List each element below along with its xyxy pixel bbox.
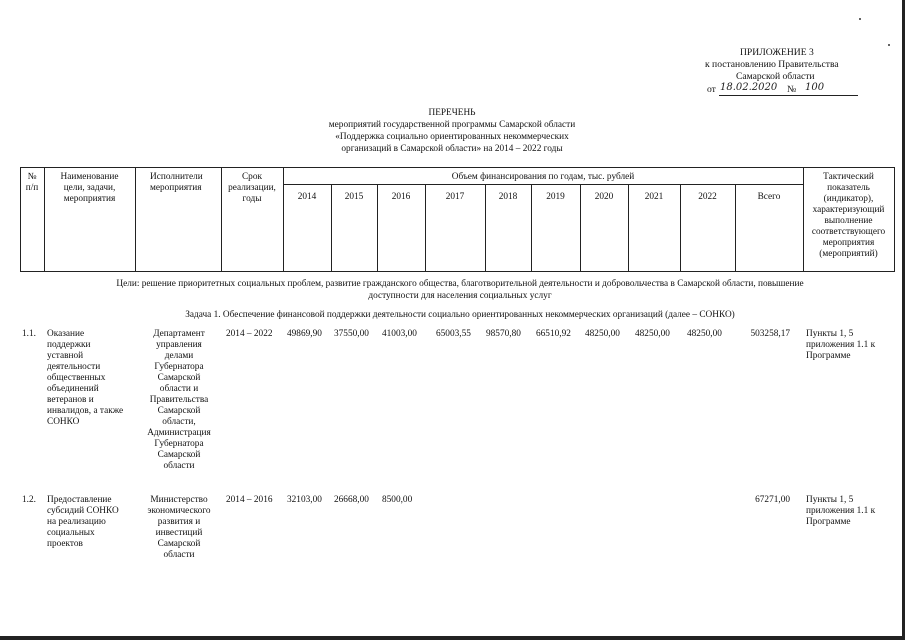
grid-line xyxy=(894,167,895,271)
header-year: 2021 xyxy=(644,192,664,202)
header-text: реализации, xyxy=(228,183,276,193)
row-exec-line: Самарской xyxy=(157,373,201,383)
row-name-line: проектов xyxy=(47,539,83,549)
row-exec-line: Министерство xyxy=(150,495,208,505)
row-exec-line: управления xyxy=(156,340,202,350)
row-value-2018: 98570,80 xyxy=(486,329,521,339)
row-exec-line: инвестиций xyxy=(155,528,203,538)
row-name-line: уставной xyxy=(47,351,84,361)
row-exec-line: области xyxy=(163,461,195,471)
header-text: мероприятия xyxy=(822,238,875,248)
header-text: (мероприятий) xyxy=(819,249,878,259)
appendix-line-2: Самарской области xyxy=(736,71,815,82)
row-num: 1.1. xyxy=(22,329,36,339)
header-year: 2018 xyxy=(498,192,518,202)
header-text: (индикатор), xyxy=(823,194,874,204)
header-funding: Объем финансирования по годам, тыс. рублей xyxy=(451,172,635,182)
title-line-2: мероприятий государственной программы Самарской области xyxy=(328,120,576,130)
scan-speck xyxy=(888,44,890,46)
row-value-2020: 48250,00 xyxy=(585,329,620,339)
header-text: выполнение xyxy=(824,216,873,226)
row-value-total: 67271,00 xyxy=(755,495,790,505)
row-name-line: деятельности xyxy=(47,362,101,372)
row-exec-line: области и xyxy=(159,384,199,394)
header-text: характеризующий xyxy=(812,205,885,215)
grid-line xyxy=(20,271,895,272)
row-indicator-line: Пункты 1, 5 xyxy=(806,329,854,339)
header-year: 2022 xyxy=(698,192,717,202)
row-name-line: ветеранов и xyxy=(47,395,94,405)
row-name-line: субсидий СОНКО xyxy=(47,506,119,516)
row-name-line: общественных xyxy=(47,373,106,383)
row-num: 1.2. xyxy=(22,495,36,505)
appendix-title: ПРИЛОЖЕНИЕ 3 xyxy=(740,47,814,58)
row-exec-line: Самарской xyxy=(157,406,201,416)
grid-line xyxy=(20,167,895,168)
title-line-4: организаций в Самарской области» на 2014 – 2022 годы xyxy=(341,144,563,154)
row-value-2022: 48250,00 xyxy=(687,329,722,339)
appendix-from-label: от xyxy=(707,84,716,95)
appendix-number: 100 xyxy=(805,82,825,93)
row-exec-line: Администрация xyxy=(147,428,211,438)
row-term: 2014 – 2016 xyxy=(226,495,273,505)
header-text: п/п xyxy=(25,183,39,193)
appendix-line-1: к постановлению Правительства xyxy=(705,59,839,70)
grid-line xyxy=(135,167,136,271)
header-year: Всего xyxy=(757,192,781,202)
row-exec-line: Самарской xyxy=(157,450,201,460)
header-text: соответствующего xyxy=(811,227,886,237)
header-year: 2016 xyxy=(391,192,411,202)
header-text: годы xyxy=(242,194,262,204)
header-text: № xyxy=(27,172,37,182)
appendix-number-label: № xyxy=(787,84,797,95)
row-exec-line: делами xyxy=(164,351,194,361)
row-name-line: инвалидов, а также xyxy=(47,406,124,416)
row-value-2016: 8500,00 xyxy=(382,495,413,505)
scan-speck xyxy=(859,18,861,20)
row-indicator-line: приложения 1.1 к xyxy=(806,340,876,350)
row-indicator-line: Пункты 1, 5 xyxy=(806,495,854,505)
row-indicator-line: Программе xyxy=(806,351,851,361)
row-value-2017: 65003,55 xyxy=(436,329,471,339)
grid-line xyxy=(283,184,803,185)
row-indicator-line: приложения 1.1 к xyxy=(806,506,876,516)
row-name-line: Оказание xyxy=(47,329,85,339)
appendix-date: 18.02.2020 xyxy=(720,82,778,93)
header-text: мероприятия xyxy=(63,194,116,204)
header-text: Тактический xyxy=(823,172,874,182)
row-name-line: Предоставление xyxy=(47,495,112,505)
row-name-line: социальных xyxy=(47,528,95,538)
row-name-line: СОНКО xyxy=(47,417,80,427)
scan-edge-bottom xyxy=(0,636,905,640)
row-term: 2014 – 2022 xyxy=(226,329,273,339)
row-exec-line: Губернатора xyxy=(154,362,204,372)
row-exec-line: развития и xyxy=(157,517,201,527)
task-1: Задача 1. Обеспечение финансовой поддержки деятельности социально ориентированных некоммерческих организаций (далее – СОНКО) xyxy=(185,310,735,320)
row-value-2014: 49869,90 xyxy=(287,329,322,339)
header-year: 2014 xyxy=(297,192,317,202)
row-value-total: 503258,17 xyxy=(750,329,790,339)
row-exec-line: Губернатора xyxy=(154,439,204,449)
row-exec-line: Самарской xyxy=(157,539,201,549)
header-text: Исполнители xyxy=(150,172,203,182)
goal-line-1: Цели: решение приоритетных социальных проблем, развитие гражданского общества, благотворительной деятельности и добровольчества в Самарской области, повышение xyxy=(116,279,804,289)
row-value-2016: 41003,00 xyxy=(382,329,417,339)
goal-line-2: доступности для населения социальных услуг xyxy=(368,291,552,301)
row-name-line: объединений xyxy=(47,384,99,394)
date-underline xyxy=(719,95,858,96)
header-year: 2020 xyxy=(594,192,614,202)
header-year: 2019 xyxy=(546,192,565,202)
row-exec-line: экономического xyxy=(147,506,211,516)
header-text: Наименование xyxy=(60,172,119,182)
row-value-2019: 66510,92 xyxy=(536,329,571,339)
row-exec-line: области xyxy=(163,550,195,560)
header-text: цели, задачи, xyxy=(63,183,116,193)
row-name-line: поддержки xyxy=(47,340,91,350)
row-value-2021: 48250,00 xyxy=(635,329,670,339)
row-indicator-line: Программе xyxy=(806,517,851,527)
header-text: Срок xyxy=(241,172,262,182)
header-text: показатель xyxy=(827,183,870,193)
row-value-2015: 37550,00 xyxy=(334,329,369,339)
row-name-line: на реализацию xyxy=(47,517,106,527)
title-line-3: «Поддержка социально ориентированных некоммерческих xyxy=(335,132,569,142)
row-value-2014: 32103,00 xyxy=(287,495,322,505)
header-year: 2015 xyxy=(344,192,364,202)
header-year: 2017 xyxy=(445,192,465,202)
row-value-2015: 26668,00 xyxy=(334,495,369,505)
title-line-1: ПЕРЕЧЕНЬ xyxy=(428,108,476,118)
header-text: мероприятия xyxy=(150,183,202,193)
row-exec-line: Правительства xyxy=(149,395,209,405)
row-exec-line: области, xyxy=(162,417,196,427)
row-exec-line: Департамент xyxy=(153,329,205,339)
